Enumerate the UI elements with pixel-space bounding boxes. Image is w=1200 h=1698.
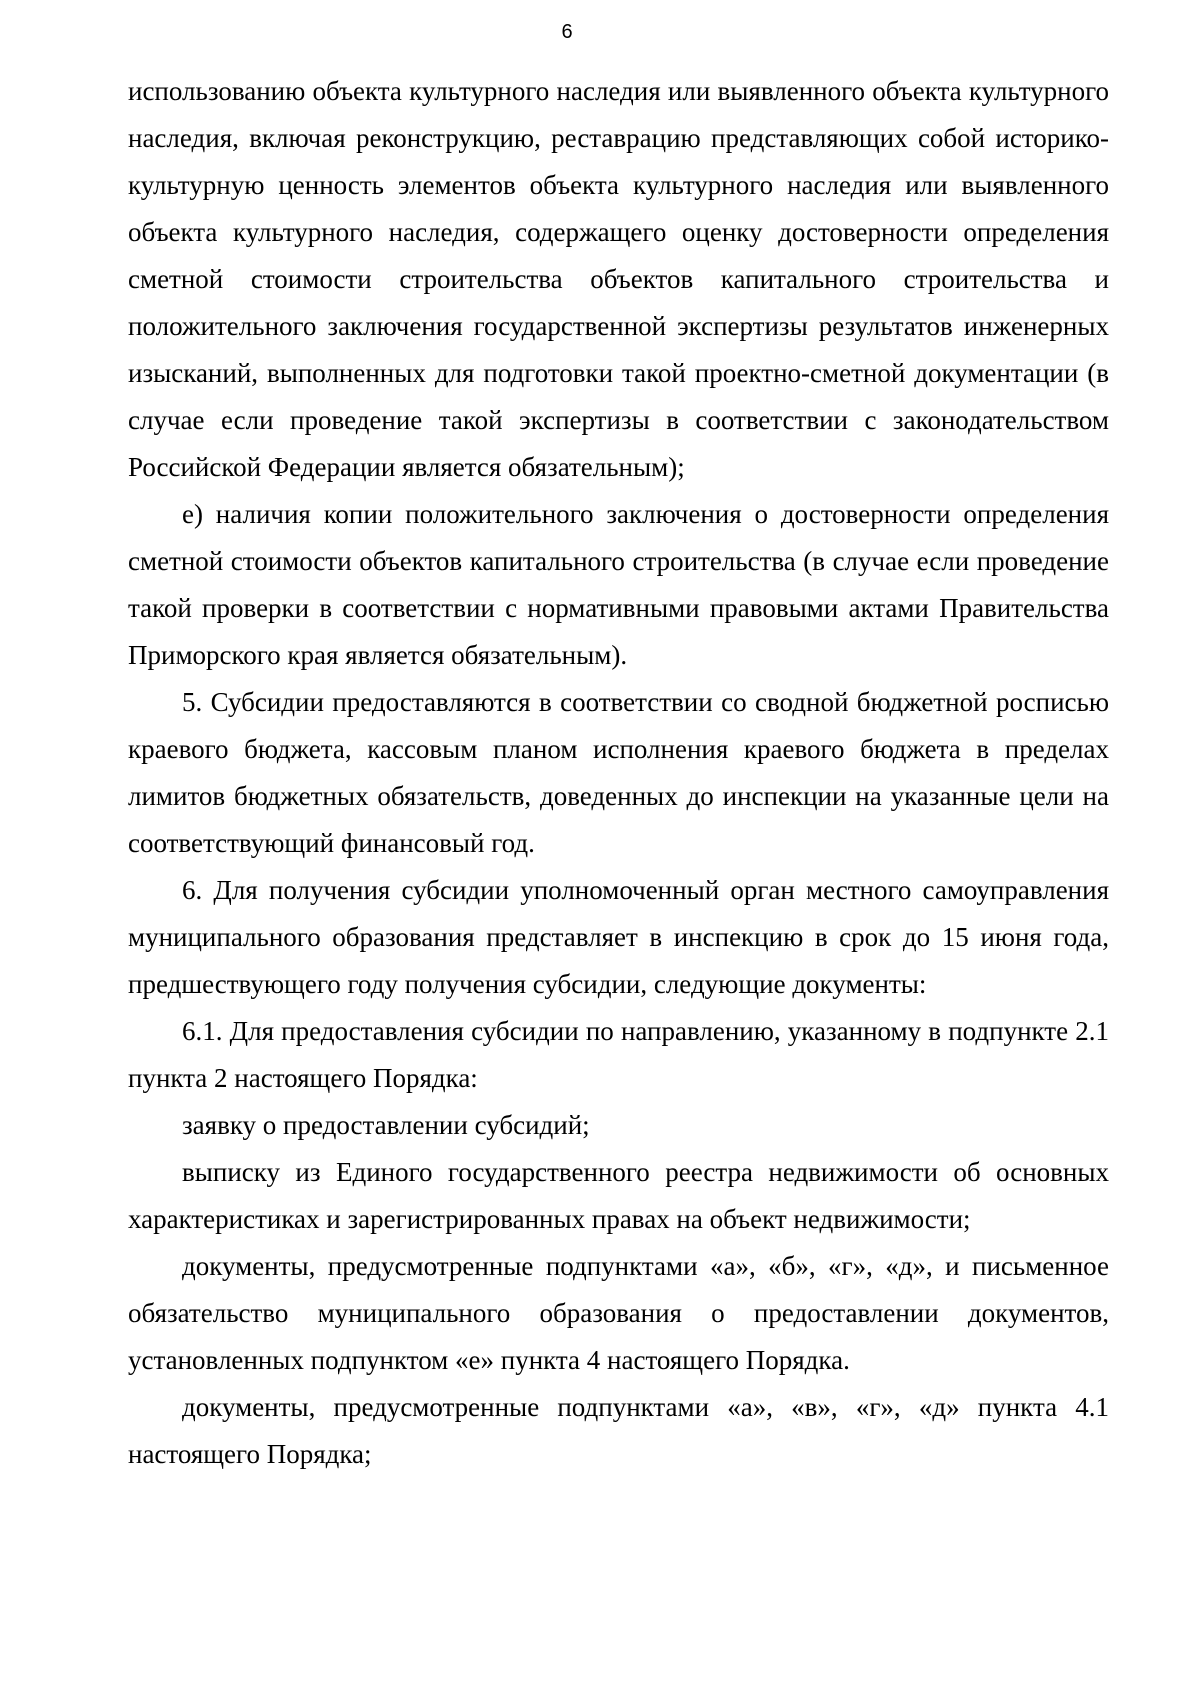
document-body <box>128 68 1109 1478</box>
paragraph-clause-6: 6. Для получения субсидии уполномоченный орган местного самоуправления муниципального образования представляет в инспекцию в срок до 15 июня года, предшествующего году получения субсидии, следующие документы: <box>128 875 1109 999</box>
paragraph-application: заявку о предоставлении субсидий; <box>182 1110 590 1140</box>
paragraph-documents-obligation: документы, предусмотренные подпунктами «а», «б», «г», «д», и письменное обязательство муниципального образования о предоставлении документов, установленных подпунктом «е» пункта 4 настоящего Порядка. <box>128 1251 1109 1375</box>
paragraph-item-e: е) наличия копии положительного заключения о достоверности определения сметной стоимости объектов капитального строительства (в случае если проведение такой проверки в соответствии с нормативными правовыми актами Правительства Приморского края является обязательным). <box>128 499 1109 670</box>
paragraph-continuation: использованию объекта культурного наследия или выявленного объекта культурного наследия, включая реконструкцию, реставрацию представляющих собой историко-культурную ценность элементов объекта культурного наследия или выявленного объекта культурного наследия, содержащего оценку достоверности определения сметной стоимости строительства объектов капитального строительства и положительного заключения государственной экспертизы результатов инженерных изысканий, выполненных для подготовки такой проектно-сметной документации (в случае если проведение такой экспертизы в соответствии с законодательством Российской Федерации является обязательным); <box>128 76 1109 482</box>
paragraph-clause-5: 5. Субсидии предоставляются в соответствии со сводной бюджетной росписью краевого бюджета, кассовым планом исполнения краевого бюджета в пределах лимитов бюджетных обязательств, доведенных до инспекции на указанные цели на соответствующий финансовый год. <box>128 687 1109 858</box>
paragraph-documents-4-1: документы, предусмотренные подпунктами «а», «в», «г», «д» пункта 4.1 настоящего Порядка; <box>128 1392 1109 1469</box>
page-number: 6 <box>561 21 573 43</box>
paragraph-registry-extract: выписку из Единого государственного реестра недвижимости об основных характеристиках и зарегистрированных правах на объект недвижимости; <box>128 1157 1109 1234</box>
paragraph-clause-6-1: 6.1. Для предоставления субсидии по направлению, указанному в подпункте 2.1 пункта 2 настоящего Порядка: <box>128 1016 1109 1093</box>
